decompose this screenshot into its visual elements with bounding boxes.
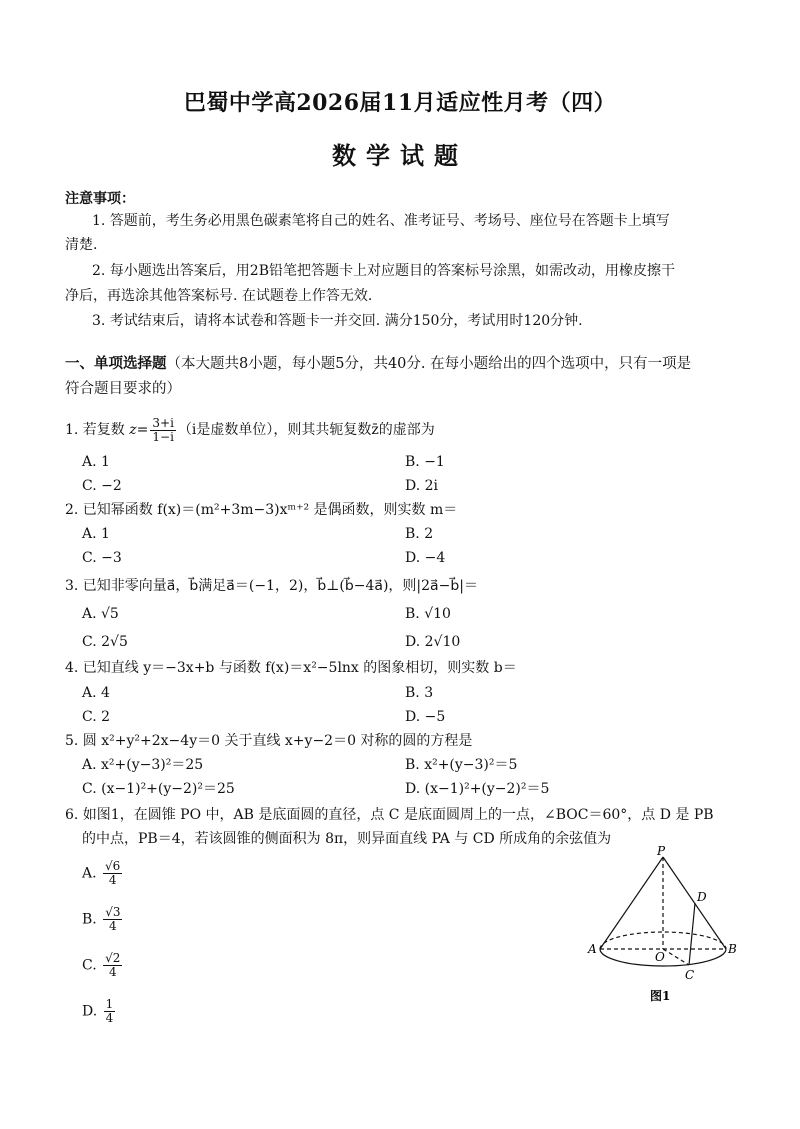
q4-option-a: A. 4 (82, 685, 110, 701)
q6-option-b (82, 906, 124, 933)
q6-a-num: √6 (105, 859, 121, 873)
q3-option-d: D. 2√10 (405, 634, 461, 650)
question-1 (65, 415, 435, 445)
label-B: B (728, 942, 737, 956)
q6-d-label: D. (82, 1003, 98, 1020)
q6-c-label: C. (82, 957, 97, 974)
figure-caption: 图1 (650, 989, 671, 1003)
note-2-line-1: 2. 每小题选出答案后，用2B铅笔把答题卡上对应题目的答案标号涂黑，如需改动，用橡皮擦干 (92, 263, 676, 279)
label-A: A (588, 942, 597, 956)
section-1-heading: 一、单项选择题 (65, 355, 167, 372)
q4-option-d: D. −5 (405, 709, 446, 725)
q5-option-b: B. x²+(y−3)²＝5 (405, 757, 518, 773)
section-1-desc-2: 符合题目要求的） (65, 381, 181, 397)
q1-option-c: C. −2 (82, 478, 122, 494)
q2-option-c: C. −3 (82, 550, 122, 566)
q6-option-a (82, 860, 124, 887)
q1-option-b: B. −1 (405, 454, 445, 470)
q6-c-num: √2 (105, 951, 121, 965)
q1-fraction (150, 417, 176, 444)
question-6-line-1: 6. 如图1，在圆锥 PO 中，AB 是底面圆的直径，点 C 是底面圆周上的一点，∠BOC＝60°，点 D 是 PB (65, 807, 714, 823)
q6-d-den: 4 (105, 1011, 114, 1025)
q2-option-b: B. 2 (405, 526, 434, 542)
q1-option-d: D. 2i (405, 478, 439, 494)
q1-denominator: 1−i (152, 429, 174, 444)
question-2: 2. 已知幂函数 f(x)＝(m²+3m−3)xᵐ⁺² 是偶函数，则实数 m＝ (65, 502, 458, 518)
label-P: P (657, 845, 666, 858)
q6-d-num: 1 (105, 997, 114, 1011)
q3-option-b: B. √10 (405, 606, 451, 622)
section-1-header (65, 355, 691, 373)
q6-b-den: 4 (109, 919, 117, 933)
q6-a-label: A. (82, 865, 97, 882)
q1-prefix: 1. 若复数 (65, 422, 125, 438)
note-2-line-2: 净后，再选涂其他答案标号. 在试题卷上作答无效. (65, 288, 373, 304)
exam-subtitle: 数学试题 (332, 141, 468, 170)
q6-a-den: 4 (108, 873, 117, 887)
section-1-desc-1: （本大题共8小题，每小题5分，共40分. 在每小题给出的四个选项中，只有一项是 (166, 356, 692, 372)
cone-figure (585, 845, 745, 1015)
edge-PA (600, 857, 663, 949)
segment-OC (663, 949, 689, 965)
q1-numerator: 3+i (152, 415, 174, 430)
q6-a-fraction (103, 860, 122, 887)
question-3: 3. 已知非零向量a⃗，b⃗满足a⃗＝(−1，2)，b⃗⊥(b⃗−4a⃗)，则|2a⃗−b⃗|＝ (65, 578, 478, 594)
q1-option-a: A. 1 (82, 454, 110, 470)
q5-option-d: D. (x−1)²+(y−2)²＝5 (405, 781, 550, 797)
notes-heading: 注意事项： (65, 191, 135, 207)
label-O: O (655, 950, 665, 964)
question-6-line-2: 的中点，PB＝4，若该圆锥的侧面积为 8π，则异面直线 PA 与 CD 所成角的余弦值为 (82, 831, 612, 847)
q6-c-fraction (103, 952, 122, 979)
question-5: 5. 圆 x²+y²+2x−4y＝0 关于直线 x+y−2＝0 对称的圆的方程是 (65, 733, 473, 749)
label-C: C (685, 968, 695, 982)
q1-var: z (129, 422, 137, 438)
q6-b-label: B. (82, 911, 97, 928)
q3-option-a: A. √5 (82, 606, 119, 622)
label-D: D (697, 890, 707, 904)
note-1-line-2: 清楚. (65, 237, 98, 253)
q6-option-c (82, 952, 124, 979)
q3-option-c: C. 2√5 (82, 634, 128, 650)
q1-suffix: （i是虚数单位），则其共轭复数z̄的虚部为 (177, 422, 435, 438)
exam-title: 巴蜀中学高2026届11月适应性月考（四） (183, 90, 617, 116)
q6-b-fraction (103, 906, 122, 933)
q5-option-c: C. (x−1)²+(y−2)²＝25 (82, 781, 235, 797)
q2-option-a: A. 1 (82, 526, 110, 542)
q2-option-d: D. −4 (405, 550, 446, 566)
note-1-line-1: 1. 答题前，考生务必用黑色碳素笔将自己的姓名、准考证号、考场号、座位号在答题卡上填写 (92, 213, 670, 229)
q6-d-fraction (104, 998, 116, 1025)
q6-option-d (82, 998, 117, 1025)
q6-b-num: √3 (105, 905, 121, 919)
q5-option-a: A. x²+(y−3)²＝25 (82, 757, 204, 773)
q4-option-c: C. 2 (82, 709, 111, 725)
q6-c-den: 4 (108, 965, 117, 979)
q1-eq: = (136, 422, 149, 438)
question-4: 4. 已知直线 y＝−3x+b 与函数 f(x)＝x²−5lnx 的图象相切，则实数 b＝ (65, 660, 517, 676)
q4-option-b: B. 3 (405, 685, 434, 701)
note-3: 3. 考试结束后，请将本试卷和答题卡一并交回. 满分150分，考试用时120分钟. (92, 313, 583, 329)
